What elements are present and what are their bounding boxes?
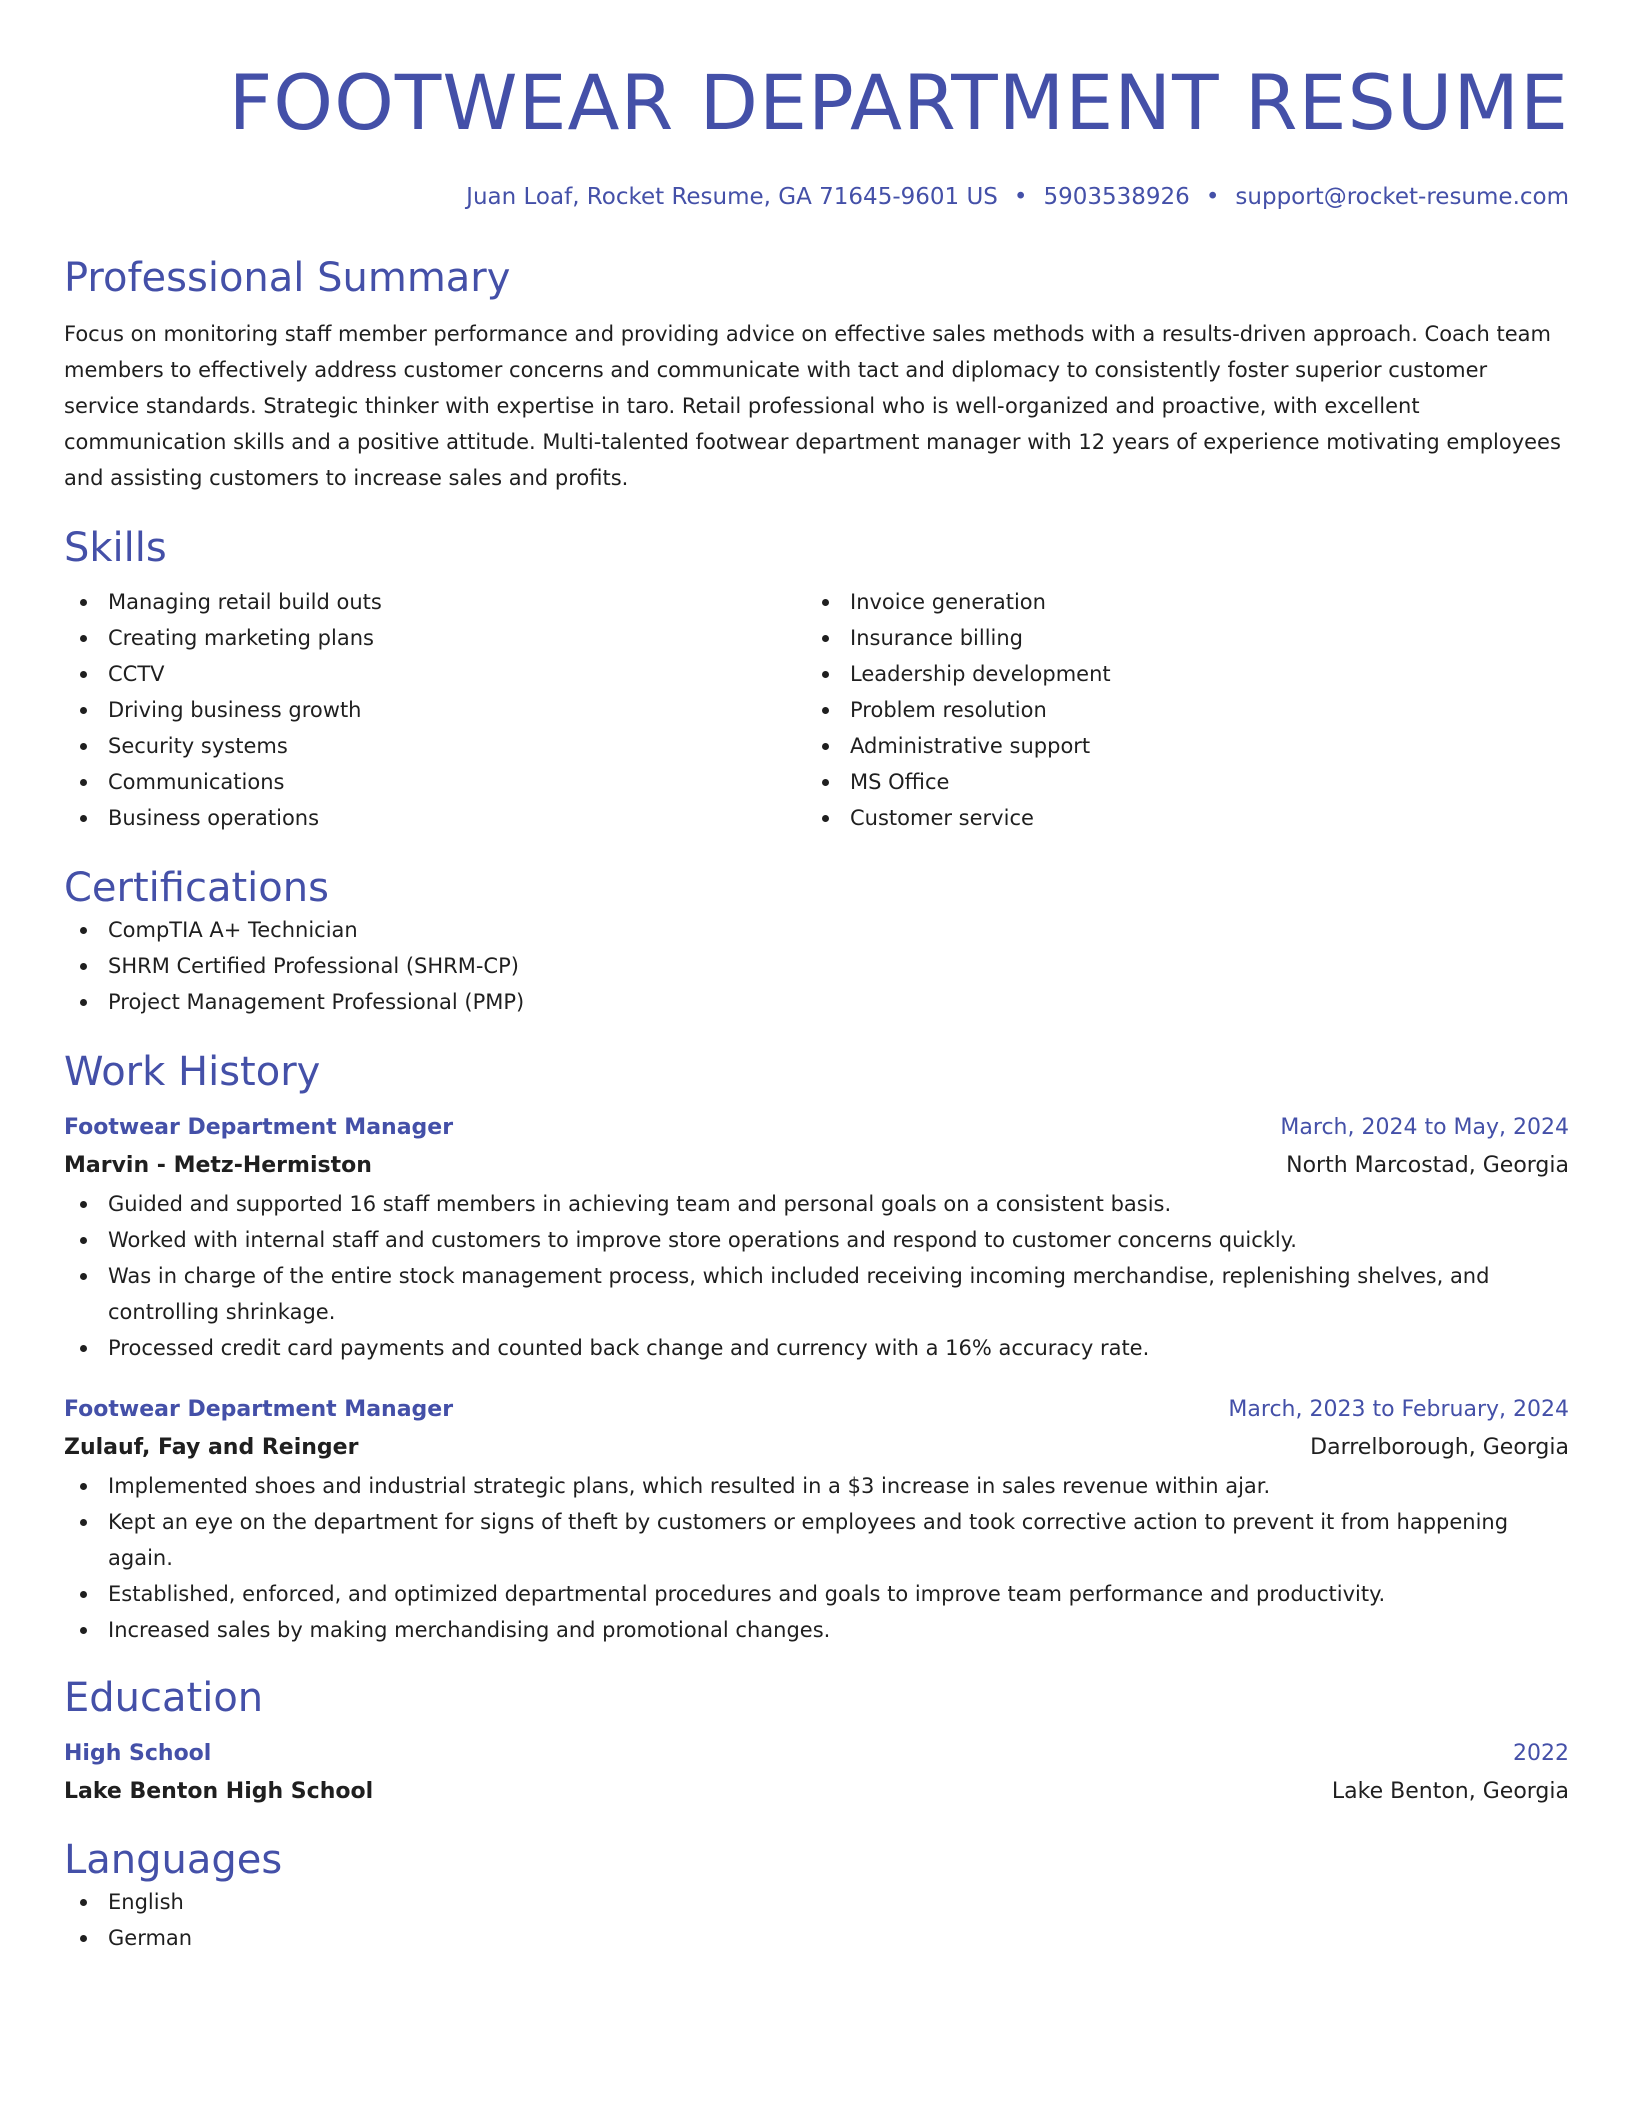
contact-separator: •: [1205, 184, 1220, 210]
education-header-row: [64, 1736, 1569, 1772]
job-bullet: Kept an eye on the department for signs of theft by customers or employees and took corrective action to prevent it from happening again.: [64, 1504, 1569, 1576]
job-company-row: [64, 1428, 1569, 1468]
education-heading: Education: [64, 1675, 264, 1721]
education-year: 2022: [1513, 1741, 1569, 1766]
skills-grid: [64, 584, 1569, 836]
job-entry: [64, 1110, 1569, 1366]
job-bullet: Worked with internal staff and customers to improve store operations and respond to customer concerns quickly.: [64, 1222, 1569, 1258]
job-header-row: [64, 1392, 1569, 1428]
skill-item: Administrative support: [806, 728, 1548, 764]
education-location: Lake Benton, Georgia: [1331, 1779, 1569, 1804]
contact-separator: •: [1013, 184, 1028, 210]
skills-list-right: [806, 584, 1548, 836]
skills-heading: Skills: [64, 525, 167, 571]
education-school: Lake Benton High School: [64, 1779, 374, 1804]
education-entry: [64, 1736, 1569, 1812]
skill-item: Customer service: [806, 800, 1548, 836]
summary-heading: Professional Summary: [64, 255, 511, 301]
languages-list: [64, 1884, 1569, 1956]
job-entry: [64, 1392, 1569, 1648]
contact-email: support@rocket-resume.com: [1235, 184, 1569, 210]
job-role: Footwear Department Manager: [64, 1115, 454, 1140]
skill-item: Insurance billing: [806, 620, 1548, 656]
contact-phone: 5903538926: [1043, 184, 1190, 210]
job-bullet: Implemented shoes and industrial strategic plans, which resulted in a $3 increase in sales revenue within ajar.: [64, 1468, 1569, 1504]
job-bullet: Was in charge of the entire stock management process, which included receiving incoming merchandise, replenishing shelves, and controlling shrinkage.: [64, 1258, 1569, 1330]
languages-heading: Languages: [64, 1837, 283, 1883]
job-bullet: Established, enforced, and optimized departmental procedures and goals to improve team performance and productivity.: [64, 1576, 1569, 1612]
skill-item: CCTV: [64, 656, 806, 692]
skill-item: Problem resolution: [806, 692, 1548, 728]
skill-item: MS Office: [806, 764, 1548, 800]
job-header-row: [64, 1110, 1569, 1146]
resume-page: [64, 0, 1569, 1956]
job-dates: March, 2023 to February, 2024: [1228, 1397, 1569, 1422]
certifications-heading: Certifications: [64, 865, 329, 911]
education-school-row: [64, 1772, 1569, 1812]
job-company: Zulauf, Fay and Reinger: [64, 1435, 359, 1460]
certification-item: Project Management Professional (PMP): [64, 984, 1569, 1020]
skill-item: Communications: [64, 764, 806, 800]
job-bullets: [64, 1186, 1569, 1366]
contact-address: Juan Loaf, Rocket Resume, GA 71645-9601 US: [466, 184, 998, 210]
certification-item: CompTIA A+ Technician: [64, 912, 1569, 948]
skill-item: Managing retail build outs: [64, 584, 806, 620]
certifications-list: [64, 912, 1569, 1020]
education-degree: High School: [64, 1741, 212, 1766]
job-bullet: Processed credit card payments and counted back change and currency with a 16% accuracy rate.: [64, 1330, 1569, 1366]
work-history-heading: Work History: [64, 1049, 321, 1095]
contact-line: [64, 182, 1569, 212]
job-role: Footwear Department Manager: [64, 1397, 454, 1422]
skill-item: Security systems: [64, 728, 806, 764]
skill-item: Invoice generation: [806, 584, 1548, 620]
job-bullet: Guided and supported 16 staff members in achieving team and personal goals on a consistent basis.: [64, 1186, 1569, 1222]
job-dates: March, 2024 to May, 2024: [1280, 1115, 1569, 1140]
skill-item: Leadership development: [806, 656, 1548, 692]
skill-item: Driving business growth: [64, 692, 806, 728]
job-location: North Marcostad, Georgia: [1286, 1153, 1569, 1178]
summary-text: Focus on monitoring staff member performance and providing advice on effective sales methods with a results-driven approach. Coach team members to effectively address customer concerns and communicate with tact and diplomacy to consistently foster superior customer service standards. Strategic thinker with expertise in taro. Retail professional who is well-organized and proactive, with excellent communication skills and a positive attitude. Multi-talented footwear department manager with 12 years of experience motivating employees and assisting customers to increase sales and profits.: [64, 322, 1561, 490]
skills-list-left: [64, 584, 806, 836]
skill-item: Business operations: [64, 800, 806, 836]
language-item: English: [64, 1884, 1569, 1920]
job-bullet: Increased sales by making merchandising and promotional changes.: [64, 1612, 1569, 1648]
certification-item: SHRM Certified Professional (SHRM-CP): [64, 948, 1569, 984]
resume-title: FOOTWEAR DEPARTMENT RESUME: [228, 58, 1569, 147]
job-bullets: [64, 1468, 1569, 1648]
job-company: Marvin - Metz-Hermiston: [64, 1153, 372, 1178]
language-item: German: [64, 1920, 1569, 1956]
job-location: Darrelborough, Georgia: [1310, 1435, 1569, 1460]
skill-item: Creating marketing plans: [64, 620, 806, 656]
job-company-row: [64, 1146, 1569, 1186]
